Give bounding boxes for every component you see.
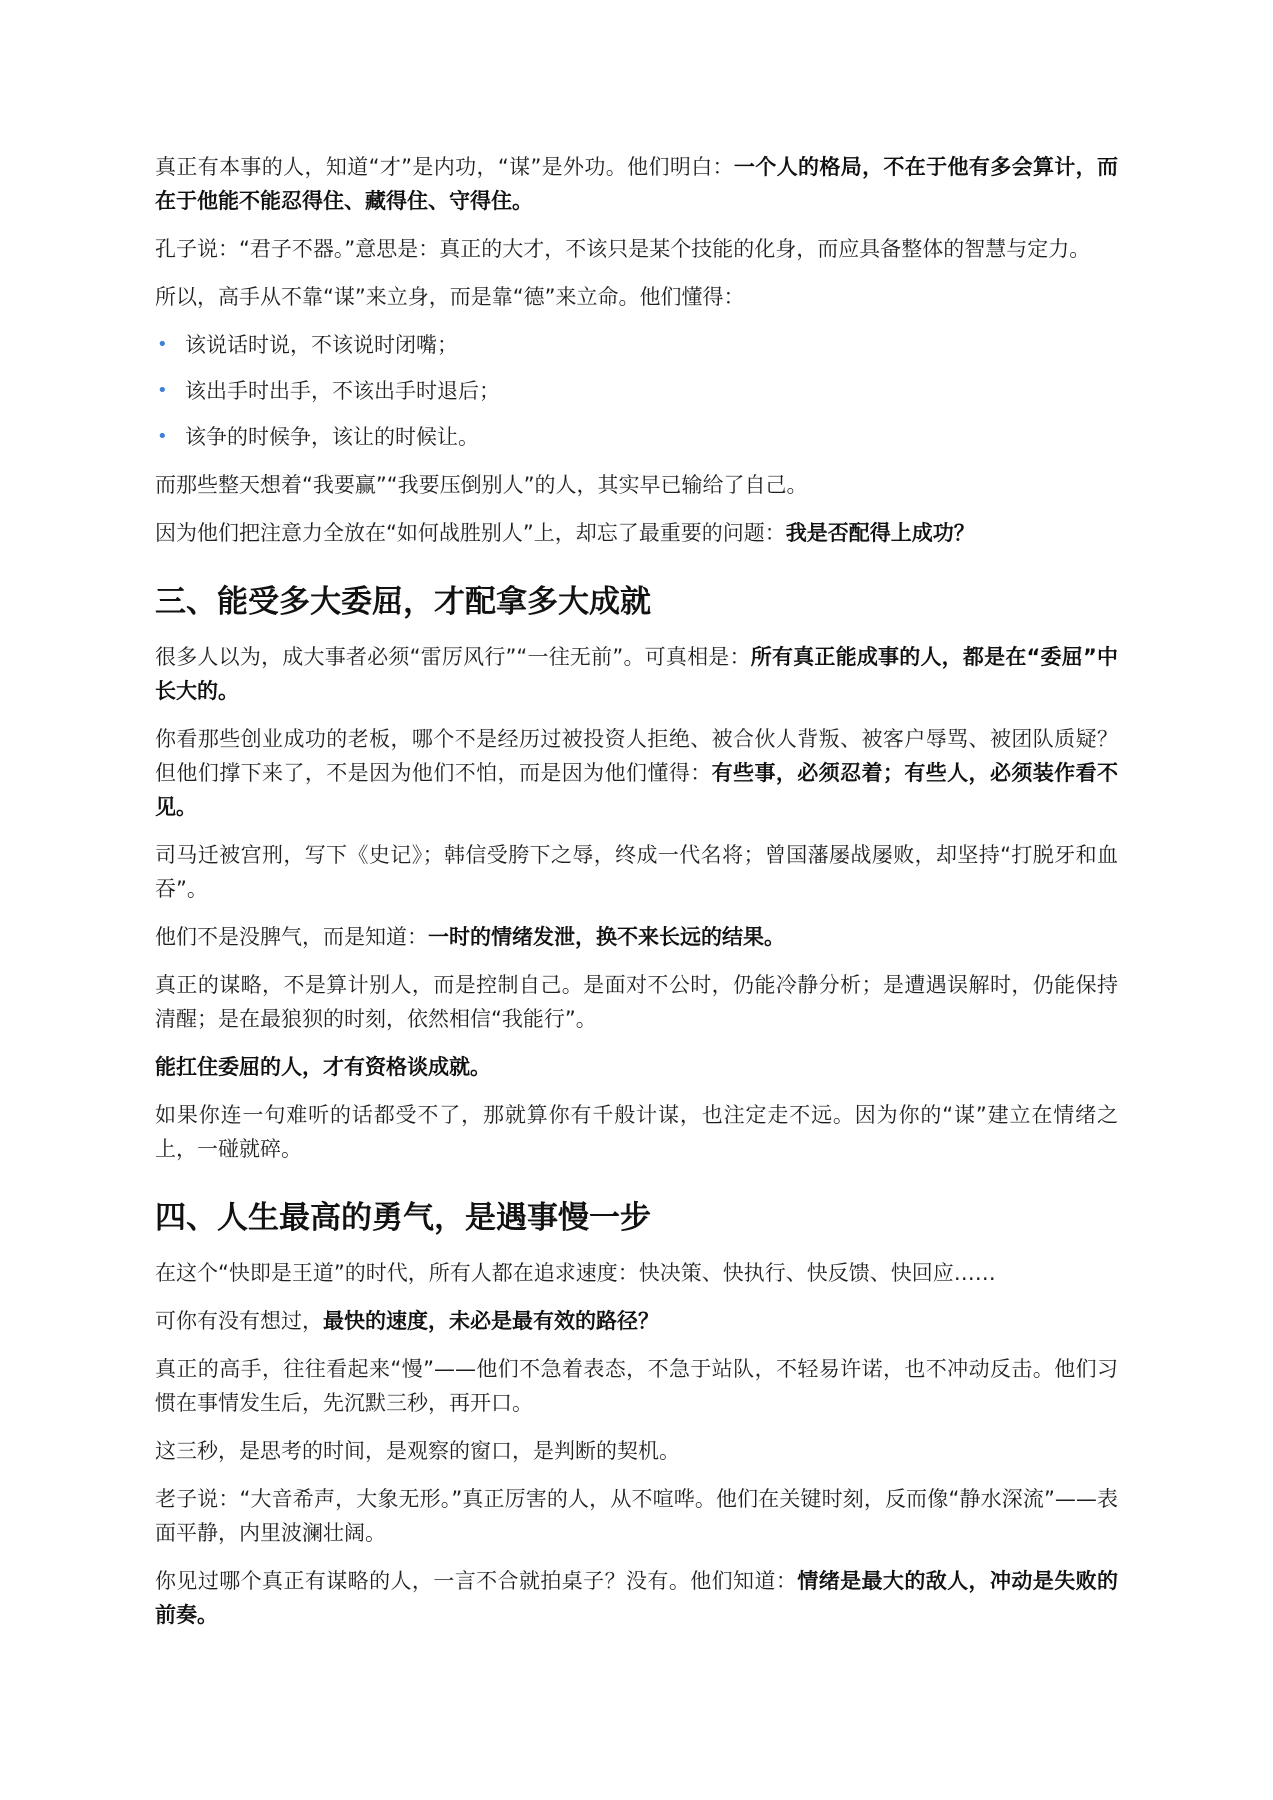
section-heading-3: 三、能受多大委屈，才配拿多大成就 (155, 584, 651, 620)
list-item: • 该说话时说，不该说时闭嘴； (155, 328, 1118, 362)
emphasis-text: 最快的速度，未必是最有效的路径？ (323, 1309, 659, 1333)
paragraph-slow-master: 真正的高手，往往看起来“慢”——他们不急着表态，不急于站队，不轻易许诺，也不冲动反击。他们习惯在事情发生后，先沉默三秒，再开口。 (155, 1357, 1118, 1415)
paragraph-bear-grievance (155, 1050, 1118, 1084)
paragraph-master-virtue: 所以，高手从不靠“谋”来立身，而是靠“德”来立命。他们懂得： (155, 285, 745, 309)
emphasis-text: 我是否配得上成功？ (785, 521, 975, 545)
emphasis-text: 一个人的格局，不在于他有多会算计，而在于他能不能忍得住、藏得住、守得住。 (155, 155, 1119, 213)
bullet-icon: • (157, 334, 168, 355)
emphasis-text: 一时的情绪发泄，换不来长远的结果。 (428, 925, 785, 949)
section-heading-4: 四、人生最高的勇气，是遇事慢一步 (155, 1200, 651, 1236)
list-item: • 该出手时出手，不该出手时退后； (155, 374, 1118, 408)
bullet-list (155, 328, 1118, 454)
bullet-icon: • (157, 426, 168, 447)
list-item: • 该争的时候争，该让的时候让。 (155, 420, 1118, 454)
paragraph-grievance: 很多人以为，成大事者必须“雷厉风行”“一往无前”。可真相是：所有真正能成事的人，都是在“委屈”中长大的。 (155, 645, 1119, 703)
paragraph-question: 因为他们把注意力全放在“如何战胜别人”上，却忘了最重要的问题：我是否配得上成功？ (155, 521, 975, 545)
emphasis-text: 情绪是最大的敌人，冲动是失败的前奏。 (155, 1569, 1119, 1627)
bullet-icon: • (157, 380, 168, 401)
paragraph-want-win: 而那些整天想着“我要赢”“我要压倒别人”的人，其实早已输给了自己。 (155, 473, 808, 497)
paragraph-founders: 你看那些创业成功的老板，哪个不是经历过被投资人拒绝、被合伙人背叛、被客户辱骂、被团队质疑？但他们撑下来了，不是因为他们不怕，而是因为他们懂得：有些事，必须忍着；有些人，必须装作看不见。 (155, 727, 1119, 819)
emphasis-text: 能扛住委屈的人，才有资格谈成就。 (155, 1055, 491, 1079)
paragraph-temper: 他们不是没脾气，而是知道：一时的情绪发泄，换不来长远的结果。 (155, 925, 785, 949)
paragraph-fastest-path: 可你有没有想过，最快的速度，未必是最有效的路径？ (155, 1309, 659, 1333)
paragraph-three-seconds: 这三秒，是思考的时间，是观察的窗口，是判断的契机。 (155, 1439, 680, 1463)
paragraph-harsh-words: 如果你连一句难听的话都受不了，那就算你有千般计谋，也注定走不远。因为你的“谋”建立在情绪之上，一碰就碎。 (155, 1103, 1118, 1161)
paragraph-emotion-enemy: 你见过哪个真正有谋略的人，一言不合就拍桌子？没有。他们知道：情绪是最大的敌人，冲动是失败的前奏。 (155, 1569, 1119, 1627)
paragraph-laozi: 老子说：“大音希声，大象无形。”真正厉害的人，从不喧哗。他们在关键时刻，反而像“静水深流”——表面平静，内里波澜壮阔。 (155, 1487, 1118, 1545)
paragraph-confucius: 孔子说：“君子不器。”意思是：真正的大才，不该只是某个技能的化身，而应具备整体的智慧与定力。 (155, 237, 1091, 261)
paragraph-speed-era: 在这个“快即是王道”的时代，所有人都在追求速度：快决策、快执行、快反馈、快回应…… (155, 1261, 996, 1285)
paragraph-true-strategy: 真正的谋略，不是算计别人，而是控制自己。是面对不公时，仍能冷静分析；是遭遇误解时，仍能保持清醒；是在最狼狈的时刻，依然相信“我能行”。 (155, 973, 1118, 1031)
emphasis-text: 所有真正能成事的人，都是在“委屈”中长大的。 (155, 645, 1119, 703)
paragraph-talent-strategy: 真正有本事的人，知道“才”是内功，“谋”是外功。他们明白：一个人的格局，不在于他有多会算计，而在于他能不能忍得住、藏得住、守得住。 (155, 155, 1119, 213)
paragraph-historical-figures: 司马迁被宫刑，写下《史记》；韩信受胯下之辱，终成一代名将；曾国藩屡战屡败，却坚持“打脱牙和血吞”。 (155, 843, 1118, 901)
emphasis-text: 有些事，必须忍着；有些人，必须装作看不见。 (155, 761, 1119, 819)
